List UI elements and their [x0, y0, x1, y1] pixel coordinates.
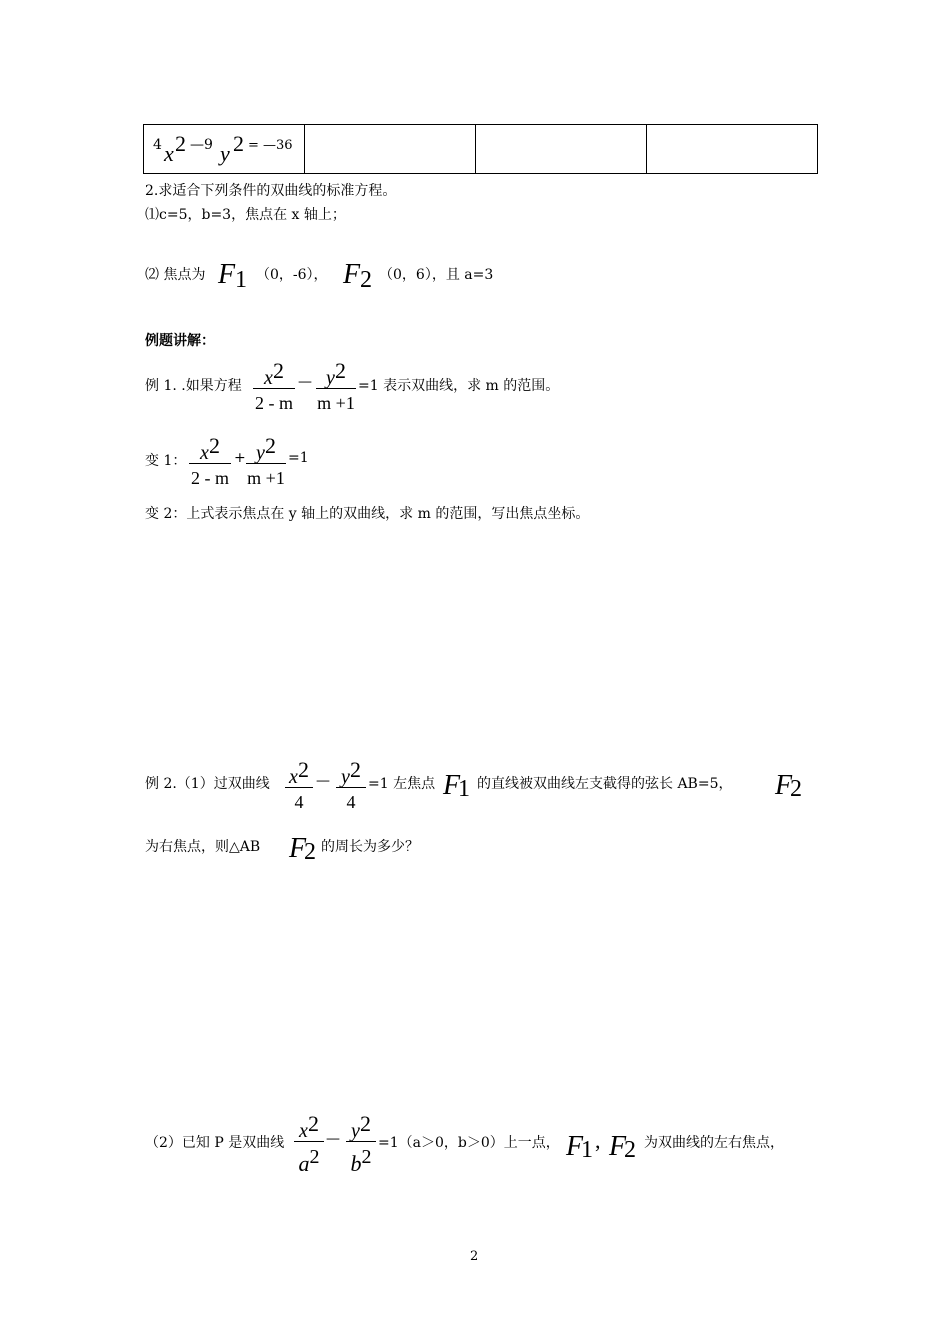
rhs: = —36 — [248, 138, 293, 153]
denominator: m +1 — [247, 468, 285, 488]
f-subscript: 2 — [360, 267, 372, 293]
q2-item2-prefix: ⑵ 焦点为 — [145, 267, 206, 283]
denominator: 4 — [346, 792, 356, 812]
ex2-prefix: 例 2.（1）过双曲线 — [145, 776, 270, 792]
fraction-y2-over-m-plus-1 — [246, 433, 286, 489]
q2-heading: 2.求适合下列条件的双曲线的标准方程。 — [145, 183, 397, 199]
table-cell — [647, 125, 818, 174]
minus-sign: — — [316, 773, 330, 789]
q2-item2-f1-coord: （0，-6）， — [256, 267, 328, 283]
table-cell-equation — [144, 125, 305, 174]
ex2b-mid: =1（a＞0，b＞0）上一点， — [378, 1135, 560, 1151]
fraction-x2-over-2-minus-m — [189, 433, 231, 489]
minus-sign: — — [298, 374, 312, 390]
exp: 2 — [297, 757, 309, 782]
ex2-line2-prefix: 为右焦点，则△AB — [145, 839, 261, 855]
f-symbol: F — [775, 770, 793, 801]
coef-a: 4 — [153, 137, 162, 153]
f-subscript: 1 — [581, 1137, 593, 1163]
var2-text: 变 2：上式表示焦点在 y 轴上的双曲线，求 m 的范围，写出焦点坐标。 — [145, 506, 590, 522]
table-row — [144, 125, 818, 174]
fraction-y2-over-m-plus-1 — [316, 358, 356, 414]
fraction-x2-over-4 — [285, 757, 313, 813]
var-b: b — [350, 1151, 362, 1176]
var-x: x — [299, 1120, 308, 1142]
var1-suffix: =1 — [288, 450, 309, 466]
exp: 2 — [309, 1146, 320, 1168]
ex2-line2-suffix: 的周长为多少？ — [321, 839, 419, 855]
var-y: y — [326, 367, 335, 389]
f-symbol: F — [343, 259, 361, 290]
minus-sign: — — [326, 1131, 340, 1147]
fraction-y2-over-4 — [336, 757, 366, 813]
examples-heading: 例题讲解： — [145, 333, 215, 349]
plus-sign: + — [234, 450, 246, 466]
f-symbol: F — [566, 1131, 584, 1162]
var-x: x — [264, 367, 273, 389]
f-symbol: F — [218, 259, 236, 290]
ex2b-suffix: 为双曲线的左右焦点， — [644, 1135, 784, 1151]
exp: 2 — [307, 1111, 319, 1136]
f-subscript: 2 — [624, 1137, 636, 1163]
op: —9 — [190, 137, 213, 153]
table-cell — [476, 125, 647, 174]
ex2-after-f1: 的直线被双曲线左支截得的弦长 AB=5， — [477, 776, 733, 792]
var-y: y — [341, 766, 350, 788]
exp: 2 — [334, 358, 346, 383]
exp: 2 — [208, 433, 220, 458]
var-y: y — [351, 1120, 360, 1142]
f-subscript: 1 — [458, 776, 470, 802]
q2-item1: ⑴c=5，b=3，焦点在 x 轴上； — [145, 207, 346, 223]
var-a: a — [298, 1151, 310, 1176]
f-symbol: F — [289, 833, 307, 864]
ex2b-prefix: （2）已知 P 是双曲线 — [145, 1135, 285, 1151]
var-y: y — [220, 141, 230, 166]
var-x: x — [289, 766, 298, 788]
fraction-x2-over-2-minus-m — [253, 358, 295, 414]
hyperbola-table — [143, 124, 818, 174]
q2-item2-f2-coord: （0，6），且 a=3 — [379, 267, 494, 283]
f-subscript: 1 — [235, 267, 247, 293]
denominator: m +1 — [317, 393, 355, 413]
table-cell — [305, 125, 476, 174]
ex2-mid: =1 左焦点 — [368, 776, 436, 792]
exp-x: 2 — [175, 131, 186, 156]
var1-label: 变 1： — [145, 453, 187, 469]
page-number: 2 — [470, 1249, 479, 1264]
f-subscript: 2 — [304, 839, 316, 865]
exp: 2 — [359, 1111, 371, 1136]
ex1-suffix: =1 表示双曲线，求 m 的范围。 — [358, 378, 560, 394]
denominator: 2 - m — [255, 393, 293, 413]
var-x: x — [200, 442, 209, 464]
fraction-y2-over-b2 — [346, 1111, 376, 1176]
ex1-prefix: 例 1. .如果方程 — [145, 378, 242, 394]
var-x: x — [164, 141, 174, 166]
var-y: y — [256, 442, 265, 464]
exp: 2 — [361, 1146, 372, 1168]
denominator: 2 - m — [191, 468, 229, 488]
denominator: 4 — [294, 792, 304, 812]
f-subscript: 2 — [790, 776, 802, 802]
f-symbol: F — [443, 770, 461, 801]
exp: 2 — [272, 358, 284, 383]
exp: 2 — [264, 433, 276, 458]
exp-y: 2 — [233, 131, 244, 156]
exp: 2 — [349, 757, 361, 782]
f-symbol: F — [609, 1131, 627, 1162]
fraction-x2-over-a2 — [294, 1111, 324, 1176]
comma: , — [595, 1128, 601, 1153]
